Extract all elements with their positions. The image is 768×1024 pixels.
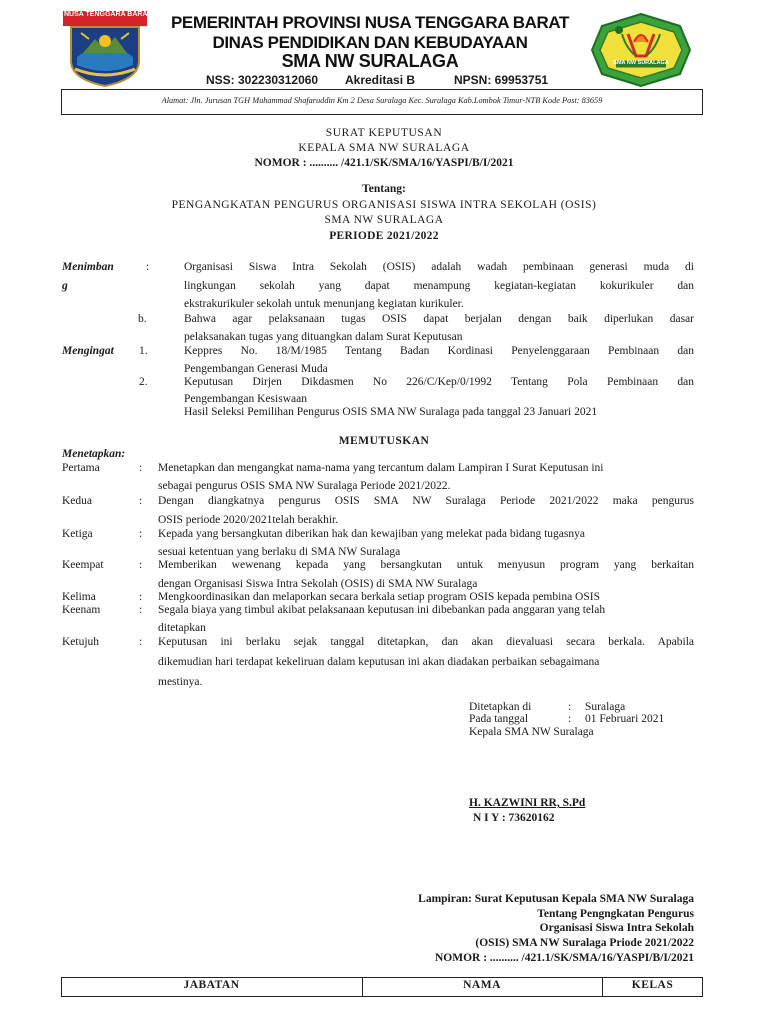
keempat-line2: dengan Organisasi Siswa Intra Sekolah (OSIS) di SMA NW Suralaga — [158, 578, 478, 590]
kelima-line1: Mengkoordinasikan dan melaporkan secara berkala setiap program OSIS kepada pembina OSIS — [158, 591, 600, 603]
ditetapkan-label: Ditetapkan di — [469, 701, 532, 713]
pertama-line2: sebagai pengurus OSIS SMA NW Suralaga Periode 2021/2022. — [158, 480, 451, 492]
menimbang-b-marker: b. — [138, 313, 147, 325]
header-line2: DINAS PENDIDIKAN DAN KEBUDAYAAN — [212, 33, 528, 52]
pertama-line1: Menetapkan dan mengangkat nama-nama yang tercantum dalam Lampiran I Surat Keputusan ini — [158, 462, 604, 474]
kelima-colon: : — [139, 591, 143, 603]
menimbang-label-cont: g — [62, 280, 68, 292]
ketujuh-label: Ketujuh — [62, 636, 100, 648]
lampiran-line4: (OSIS) SMA NW Suralaga Priode 2021/2022 — [475, 937, 694, 949]
title-subject2: SMA NW SURALAGA — [324, 214, 444, 226]
ketujuh-line1: Keputusan ini berlaku sejak tanggal ditetapkan, dan akan dievaluasi secara berkala. Apabila — [158, 636, 694, 648]
kedua-line1: Dengan diangkatnya pengurus OSIS SMA NW Suralaga Periode 2021/2022 maka pengurus — [158, 495, 694, 507]
ditetapkan-value: Suralaga — [585, 701, 626, 713]
ditetapkan-colon: : — [568, 701, 572, 713]
mengingat-2-marker: 2. — [139, 376, 148, 388]
lampiran-nomor: NOMOR : .......... /421.1/SK/SMA/16/YASPI/B/I/2021 — [435, 952, 694, 964]
kedua-colon: : — [139, 495, 143, 507]
header-npsn: NPSN: 69953751 — [454, 73, 549, 87]
menetapkan-label: Menetapkan: — [62, 448, 126, 460]
header-akreditasi: Akreditasi B — [345, 73, 416, 87]
ketiga-line1: Kepada yang bersangkutan diberikan hak dan kewajiban yang melekat pada bidang tugasnya — [158, 528, 585, 540]
keenam-line1: Segala biaya yang timbul akibat pelaksanaan keputusan ini dibebankan pada anggaran yang telah — [158, 604, 606, 616]
kedua-label: Kedua — [62, 495, 93, 507]
menimbang-b-line1: Bahwa agar pelaksanaan tugas OSIS dapat berjalan dengan baik diperlukan dasar — [184, 313, 694, 325]
menimbang-label: Menimban — [62, 261, 114, 273]
keenam-line2: ditetapkan — [158, 622, 206, 634]
keenam-label: Keenam — [62, 604, 101, 616]
tanggal-label: Pada tanggal — [469, 713, 529, 725]
memutuskan-heading: MEMUTUSKAN — [338, 435, 430, 447]
mengingat-2-line2: Pengembangan Kesiswaan — [184, 393, 307, 405]
header-nss: NSS: 302230312060 — [206, 73, 319, 87]
keenam-colon: : — [139, 604, 143, 616]
kedua-line2: OSIS periode 2020/2021telah berakhir. — [158, 514, 339, 526]
ketujuh-colon: : — [139, 636, 143, 648]
mengingat-1-marker: 1. — [139, 345, 148, 357]
signatory-position: Kepala SMA NW Suralaga — [469, 726, 594, 738]
menimbang-a-line1: Organisasi Siswa Intra Sekolah (OSIS) adalah wadah pembinaan generasi muda di — [184, 261, 694, 273]
title-subject1: PENGANGKATAN PENGURUS ORGANISASI SISWA INTRA SEKOLAH (OSIS) — [171, 199, 597, 211]
title-nomor: NOMOR : .......... /421.1/SK/SMA/16/YASPI/B/I/2021 — [254, 157, 514, 169]
keempat-colon: : — [139, 559, 143, 571]
tanggal-colon: : — [568, 713, 572, 725]
title-line2: KEPALA SMA NW SURALAGA — [298, 142, 470, 154]
menimbang-b-line2: pelaksanakan tugas yang dituangkan dalam Surat Keputusan — [184, 331, 463, 343]
table-header-jabatan: JABATAN — [183, 979, 240, 991]
lampiran-line2: Tentang Pengngkatan Pengurus — [537, 908, 694, 920]
right-logo-text: SMA NW SURALAGA — [613, 60, 669, 66]
menimbang-a-line3: ekstrakurikuler sekolah untuk menunjang kegiatan kurikuler. — [184, 298, 464, 310]
kelima-label: Kelima — [62, 591, 96, 603]
title-tentang: Tentang: — [362, 183, 406, 195]
pertama-label: Pertama — [62, 462, 100, 474]
mengingat-label: Mengingat — [62, 345, 114, 357]
title-line1: SURAT KEPUTUSAN — [325, 127, 443, 139]
ketujuh-line2: dikemudian hari terdapat kekeliruan dalam keputusan ini akan diadakan perbaikan sebagaimana — [158, 656, 600, 668]
lampiran-line3: Organisasi Siswa Intra Sekolah — [539, 922, 694, 934]
signatory-niy: N I Y : 73620162 — [473, 812, 555, 824]
left-emblem-text: NUSA TENGGARA BARAT — [64, 11, 152, 18]
header-address: Alamat: Jln. Jurusan TGH Muhammad Shafaruddin Km 2 Desa Suralaga Kec. Suralaga Kab.Lombok Timur-NTB Kode Post: 83659 — [161, 96, 603, 105]
ketujuh-line3: mestinya. — [158, 676, 203, 688]
menimbang-a-line2: lingkungan sekolah yang dapat menampung kegiatan-kegiatan kokurikuler dan — [184, 280, 694, 292]
ketiga-line2: sesuai ketentuan yang berlaku di SMA NW Suralaga — [158, 546, 401, 558]
ketiga-label: Ketiga — [62, 528, 93, 540]
mengingat-1-line1: Keppres No. 18/M/1985 Tentang Badan Kordinasi Penyelenggaraan Pembinaan dan — [184, 345, 694, 357]
table-header-kelas: KELAS — [631, 979, 674, 991]
header-line1: PEMERINTAH PROVINSI NUSA TENGGARA BARAT — [170, 13, 570, 32]
signatory-name: H. KAZWINI RR, S.Pd — [469, 797, 586, 809]
mengingat-1-line2: Pengembangan Generasi Muda — [184, 363, 328, 375]
keempat-line1: Memberikan wewenang kepada yang bersangkutan untuk menyusun program yang berkaitan — [158, 559, 694, 571]
header-line3: SMA NW SURALAGA — [281, 51, 459, 71]
keempat-label: Keempat — [62, 559, 104, 571]
mengingat-3-line1: Hasil Seleksi Pemilihan Pengurus OSIS SMA NW Suralaga pada tanggal 23 Januari 2021 — [184, 406, 598, 418]
menimbang-colon: : — [146, 261, 150, 273]
title-subject3: PERIODE 2021/2022 — [329, 230, 439, 242]
left-emblem — [61, 9, 152, 87]
right-school-logo — [590, 12, 692, 88]
mengingat-2-line1: Keputusan Dirjen Dikdasmen No 226/C/Kep/0/1992 Tentang Pola Pembinaan dan — [184, 376, 694, 388]
table-header-nama: NAMA — [463, 979, 501, 991]
pertama-colon: : — [139, 462, 143, 474]
ketiga-colon: : — [139, 528, 143, 540]
tanggal-value: 01 Februari 2021 — [585, 713, 665, 725]
lampiran-line1: Lampiran: Surat Keputusan Kepala SMA NW Suralaga — [418, 893, 694, 905]
